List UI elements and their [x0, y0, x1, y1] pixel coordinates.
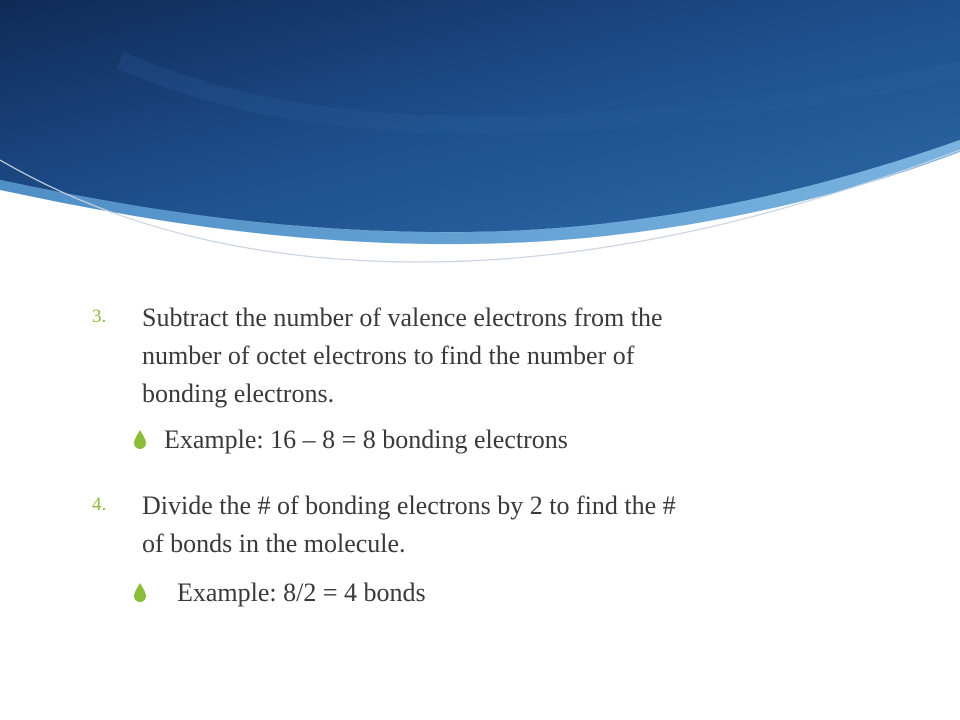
- item-line: bonding electrons.: [142, 379, 335, 408]
- item-line: number of octet electrons to find the number of: [142, 341, 635, 370]
- list-number: 4.: [92, 494, 107, 515]
- header-wave-graphic: [0, 0, 960, 270]
- list-number: 3.: [92, 306, 107, 327]
- droplet-bullet-icon: [132, 429, 148, 451]
- item-line: Subtract the number of valence electrons from the: [142, 303, 663, 332]
- item-line: Divide the # of bonding electrons by 2 to find the #: [142, 491, 676, 520]
- example-text: Example: 16 – 8 = 8 bonding electrons: [164, 425, 568, 454]
- droplet-bullet-icon: [132, 582, 148, 604]
- item-line: of bonds in the molecule.: [142, 529, 406, 558]
- example-text: Example: 8/2 = 4 bonds: [164, 578, 426, 607]
